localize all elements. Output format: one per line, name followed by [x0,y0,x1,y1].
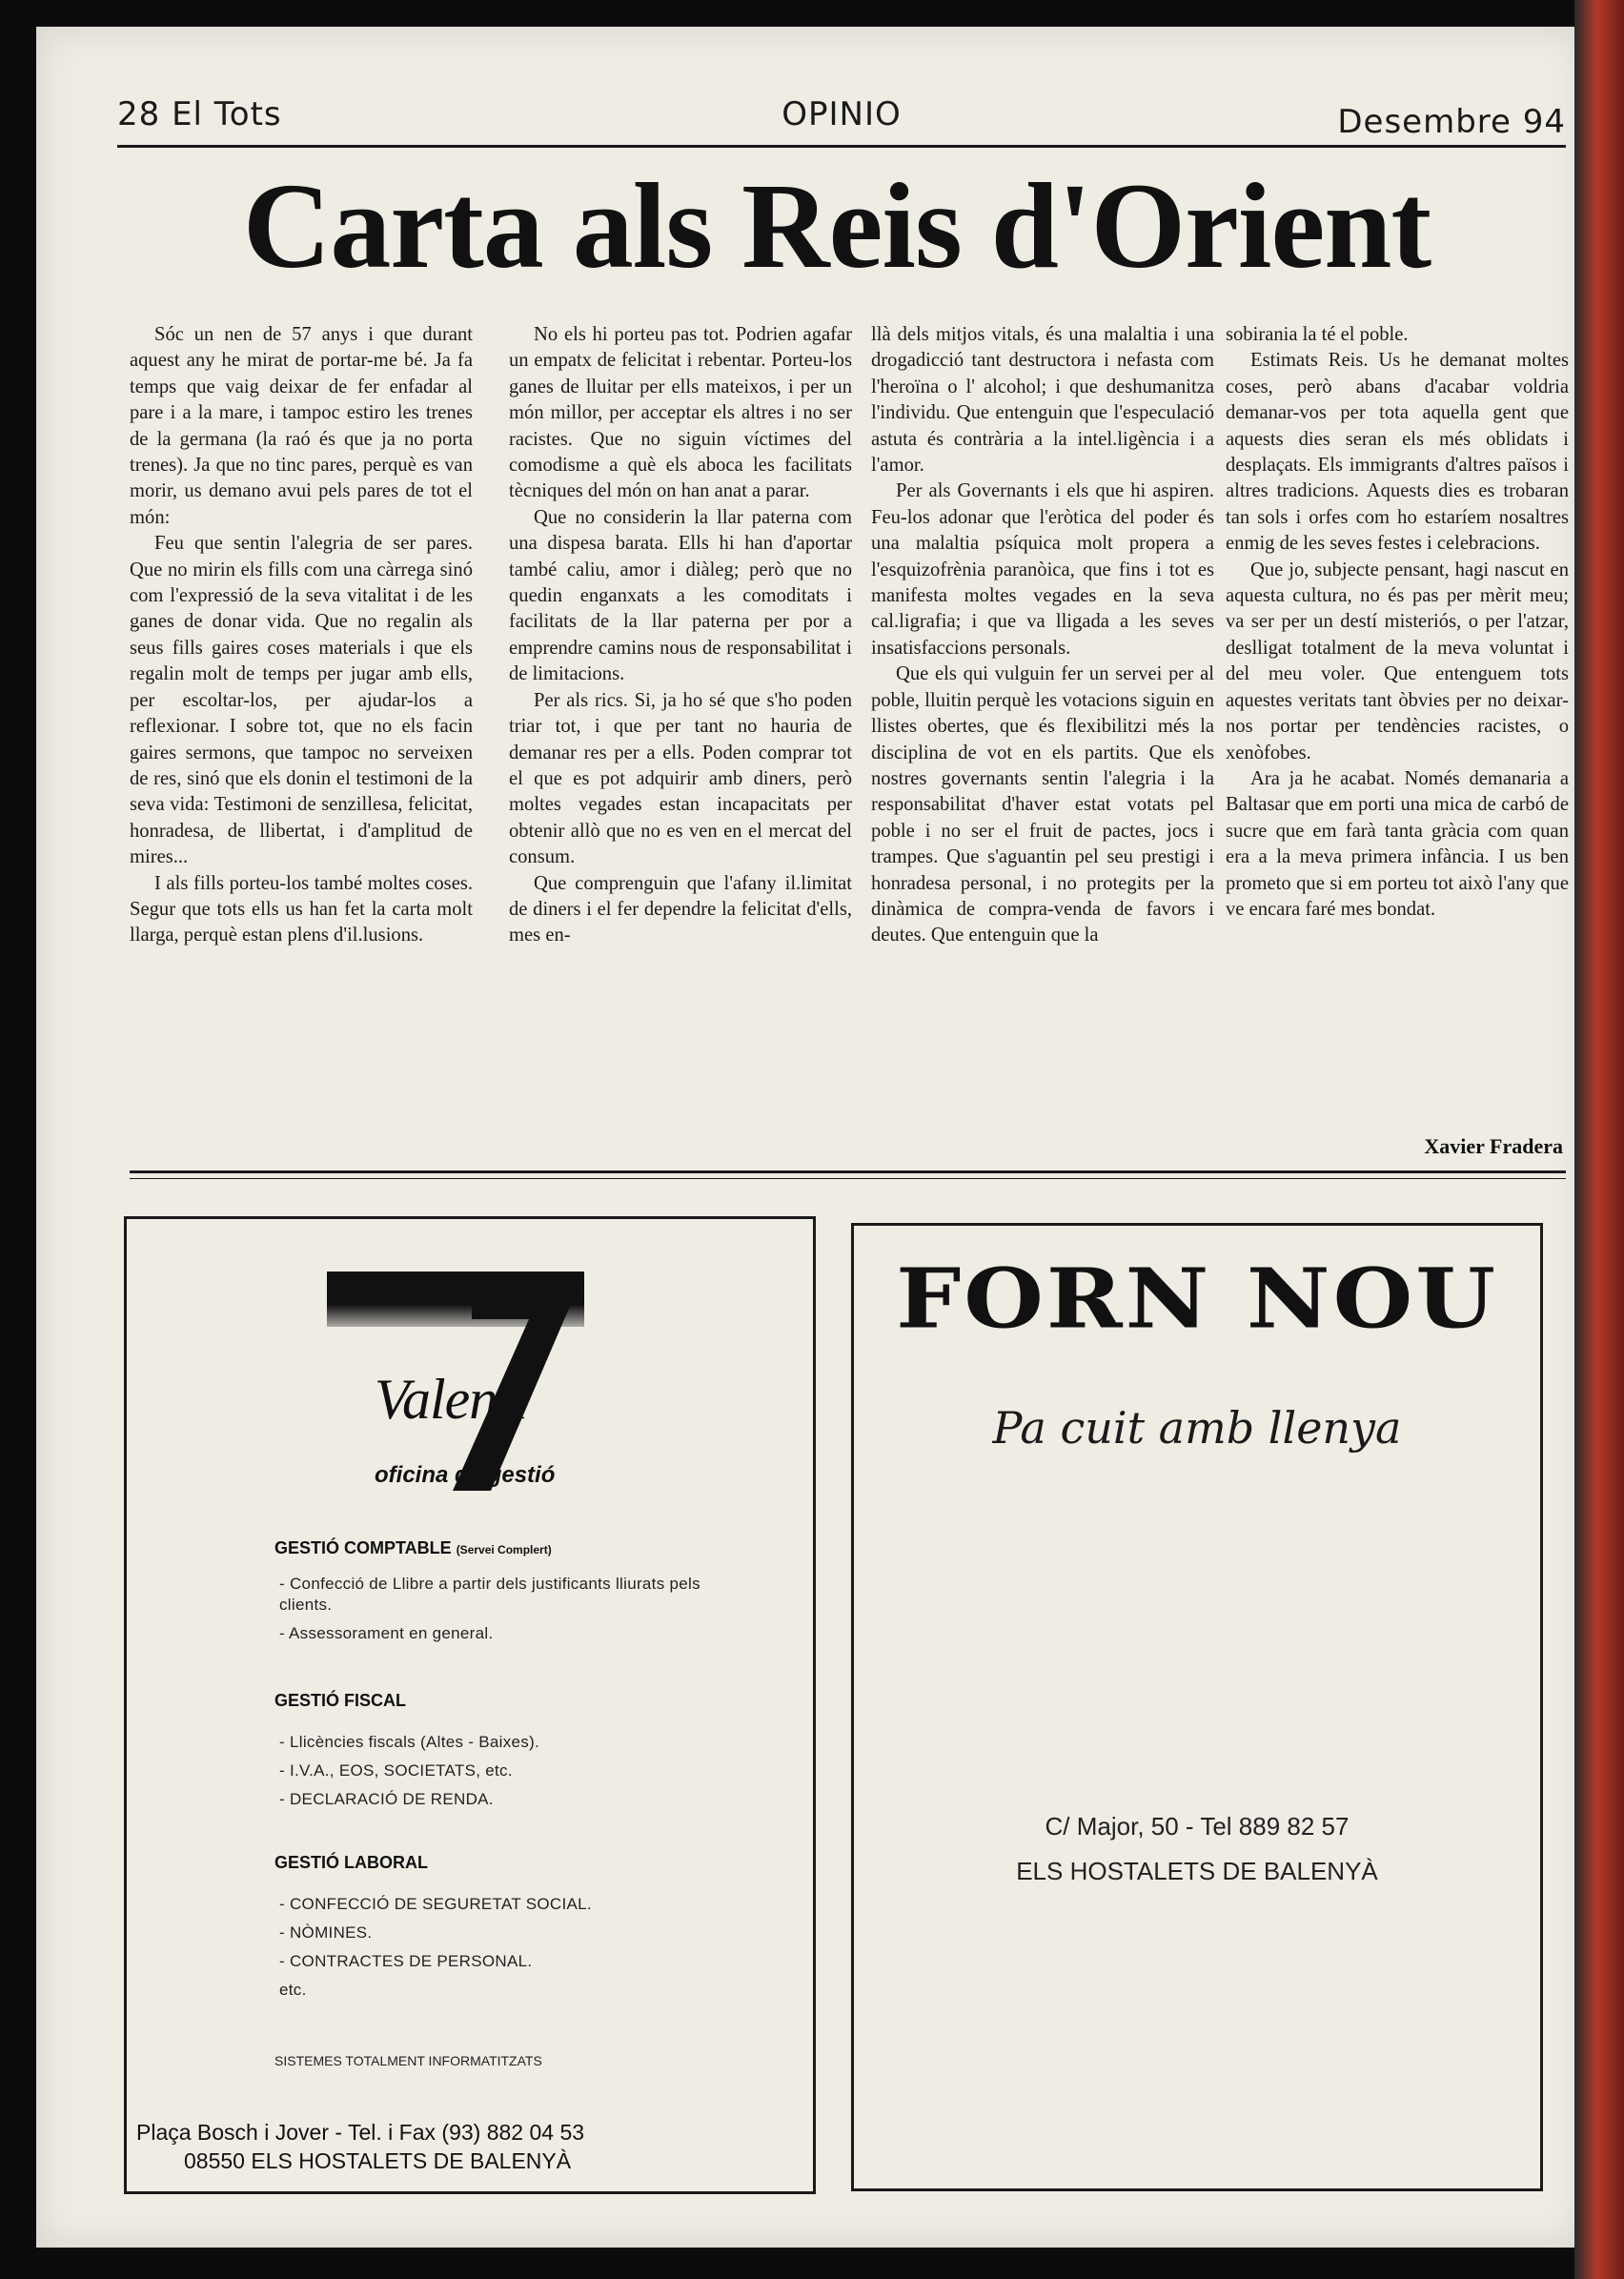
section-title-comptable [274,1538,552,1558]
article-paragraph: No els hi porteu pas tot. Podrien agafar un empatx de felicitat i rebentar. Porteu-los ganes de lluitar per ells mateixos, i per un món millor, per acceptar els altres i no ser racistes. Que no siguin víctimes del comodisme a què els aboca les facilitats tècniques del món on han anat a parar. [509,324,852,502]
service-item: - CONTRACTES DE PERSONAL. [279,1952,533,1970]
section-list-fiscal [279,1732,718,1818]
article-column-1 [130,322,473,949]
article-paragraph: llà dels mitjos vitals, és una malaltia i una drogadicció tant destructora i nefasta com l'heroïna o l' alcohol; i que deshumanitza l'individu. Que entenguin que l'especulació astuta és contrària a la intel.ligència i a l'amor. [871,324,1214,477]
article-title: Carta als Reis d'Orient [242,158,1431,294]
service-item: - I.V.A., EOS, SOCIETATS, etc. [279,1761,513,1780]
article-paragraph: Que no considerin la llar paterna com una dispesa barata. Ells hi han d'aportar també caliu, amor i diàleg; però que no quedin enganxats a les comoditats i facilitats de la llar paterna per por a emprendre camins nous de responsabilitat i de limitacions. [509,506,852,685]
section-divider-thin [130,1178,1566,1179]
service-item: - DECLARACIÓ DE RENDA. [279,1790,494,1808]
article-paragraph: Per als Governants i els que hi aspiren. Feu-los adonar que l'eròtica del poder és una malaltia psíquica molt propera a l'esquizofrènia paranòica, que fins i tot es manifesta moltes vegades en la seva cal.ligrafia; i que va lligada a les seves insatisfaccions personals. [871,480,1214,659]
address-line: Plaça Bosch i Jover - Tel. i Fax (93) 882 04 53 [136,2120,585,2145]
article-paragraph: Sóc un nen de 57 anys i que durant aquest any he mirat de portar-me bé. Ja fa temps que vaig deixar de fer enfadar al pare i a la mare, i tampoc estiro les trenes de la germana (la raó és que ja no porta trenes). Ja que no tinc pares, perquè es van morir, us demano avui pels pares de tot el món: [130,324,473,528]
issue-date: Desembre 94 [1337,103,1566,141]
logo-tagline: oficina de gestió [375,1462,556,1488]
article-paragraph: Que jo, subjecte pensant, hagi nascut en aquesta cultura, no és pas per mèrit meu; va ser per un destí misteriós, o per l'atzar, deslligat totalment de la meva voluntat i del meu voler. Que entenguem tots aquestes veritats tant òbvies per no deixar-nos portar per tendències racistes, o xenòfobes. [1226,559,1569,763]
service-item: - Assessorament en general. [279,1624,494,1642]
article-paragraph: Que els qui vulguin fer un servei per al poble, lluitin perquè les votacions siguin en llistes obertes, que és flexibilitzi més la disciplina de vot en els partits. Que els nostres governants sentin l'alegria i la responsabilitat d'haver estat votats pel poble i no ser el fruit de pactes, jocs i trampes. Que s'aguantin pel seu prestigi i honradesa personal, i no protegits per la dinàmica de compra-venda de favors i deutes. Que entenguin que la [871,663,1214,946]
article-paragraph: Feu que sentin l'alegria de ser pares. Que no mirin els fills com una càrrega sinó com l'expressió de la seva vitalitat i de les ganes de donar vida. Que no regalin als seus fills gaires coses materials i que els regalin molt de temps per jugar amb ells, per escoltar-los, per ajudar-los a reflexionar. I sobre tot, que no els facin gaires sermons, que tampoc no serveixen de res, sinó que els donin el testimoni de la seva vida: Testimoni de senzillesa, felicitat, honradesa, de llibertat, i d'amplitud de mires... [130,533,473,868]
article-column-4 [1226,322,1569,923]
section-note: (Servei Complert) [456,1543,552,1557]
article-body [130,322,1569,1180]
service-item: - CONFECCIÓ DE SEGURETAT SOCIAL. [279,1895,592,1913]
article-paragraph: I als fills porteu-los també moltes coses. Segur que tots ells us han fet la carta molt llarga, perquè estan plens d'il.lusions. [130,872,473,946]
address-line: C/ Major, 50 - Tel 889 82 57 [1045,1812,1350,1841]
article-paragraph: Ara ja he acabat. Només demanaria a Baltasar que em porti una mica de carbó de sucre que em farà tanta gràcia com quan era a la meva primera infància. I us ben prometo que si em porteu tot això l'any que ve encara faré mes bondat. [1226,767,1569,920]
bakery-name: FORN NOU [896,1250,1498,1348]
section-title-text: GESTIÓ COMPTABLE [274,1538,452,1557]
article-column-3 [871,322,1214,949]
service-item: - NÒMINES. [279,1923,373,1942]
header-divider [117,145,1566,148]
service-item: etc. [279,1981,307,1999]
article-paragraph: Que comprenguin que l'afany il.limitat de diners i el fer dependre la felicitat d'ells, mes en- [509,872,852,946]
section-divider [130,1170,1566,1173]
address-town: ELS HOSTALETS DE BALENYÀ [1016,1857,1378,1885]
logo-wordmark: Valenti [375,1368,527,1431]
article-author: Xavier Fradera [1424,1134,1563,1158]
section-list-laboral [279,1894,622,2008]
page-number-publication: 28 El Tots [117,95,282,133]
section-list-comptable [279,1574,718,1652]
advertisement-valenti [124,1216,816,2194]
section-title-fiscal: GESTIÓ FISCAL [274,1691,407,1710]
address-town: 08550 ELS HOSTALETS DE BALENYÀ [184,2148,572,2173]
service-item: - Confecció de Llibre a partir dels justificants lliurats pels clients. [279,1575,700,1614]
section-title-laboral: GESTIÓ LABORAL [274,1853,428,1872]
article-column-2 [509,322,852,949]
systems-note: SISTEMES TOTALMENT INFORMATITZATS [274,2053,542,2068]
article-paragraph: sobirania la té el poble. [1226,324,1409,345]
section-name: OPINIO [782,95,902,133]
article-paragraph: Estimats Reis. Us he demanat moltes coses, però abans d'acabar voldria demanar-vos per tota aquella gent que aquests dies seran els més oblidats i desplaçats. Els immigrants d'altres països i altres tradicions. Aquests dies es trobaran tan sols i orfes com ho estaríem nosaltres enmig de les seves festes i celebracions. [1226,350,1569,555]
binding-spine [1574,0,1624,2279]
page-header [117,95,1566,143]
article-paragraph: Per als rics. Si, ja ho sé que s'ho poden triar tot, i que per tant no hauria de demanar res per a ells. Poden comprar tot el que es pot adquirir amb diners, però moltes vegades estan incapacitats per obtenir allò que no es ven en el mercat del consum. [509,689,852,868]
bakery-tagline: Pa cuit amb llenya [992,1402,1402,1454]
advertisement-forn-nou [851,1223,1543,2191]
newspaper-page [36,27,1585,2248]
service-item: - Llicències fiscals (Altes - Baixes). [279,1733,540,1751]
valenti-logo [327,1272,641,1510]
